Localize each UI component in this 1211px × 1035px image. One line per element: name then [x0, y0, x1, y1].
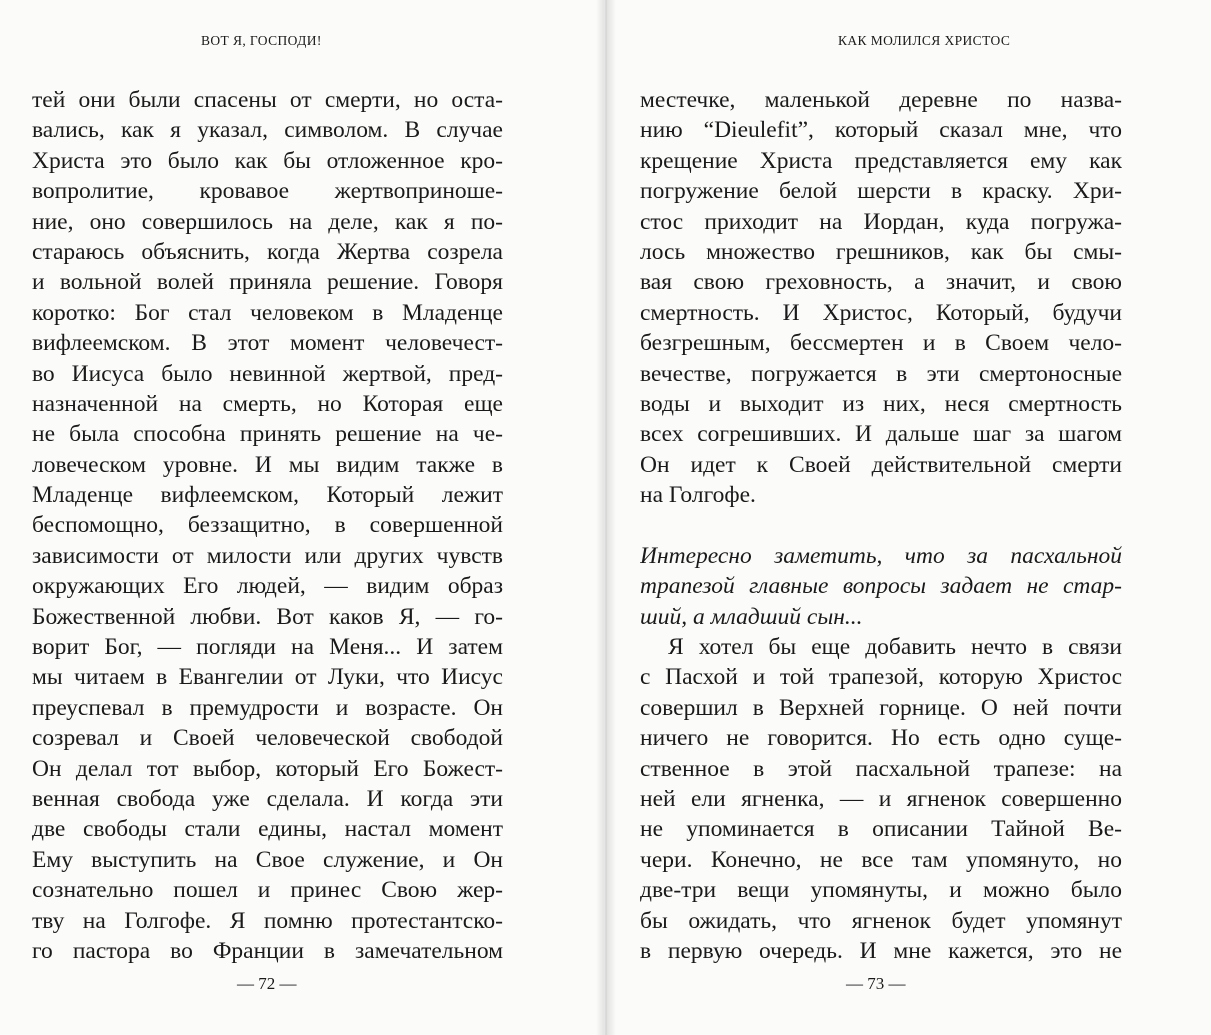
left-page: [0, 0, 604, 1035]
text-line: го пастора во Франции в замечательном: [32, 937, 503, 964]
left-page-number: — 72 —: [237, 974, 297, 993]
text-line: тву на Голгофе. Я помню протестантско-: [32, 907, 503, 934]
text-line: Младенце вифлеемском, Который лежит: [32, 482, 503, 509]
left-page-text: [32, 85, 503, 966]
text-line: не упоминается в описании Тайной Ве-: [640, 816, 1122, 843]
text-line: крещение Христа представляется ему как: [640, 147, 1122, 174]
text-line: ловеческом уровне. И мы видим также в: [32, 451, 503, 478]
text-line: местечке, маленькой деревне по назва-: [640, 87, 1122, 113]
text-line: Он делал тот выбор, который Его Божест-: [32, 755, 503, 782]
text-line: вопролитие, кровавое жертвоприноше-: [32, 178, 503, 205]
text-line: ней ели ягненка, — и ягненок совершенно: [640, 785, 1122, 812]
text-line: смертность. И Христос, Который, будучи: [640, 299, 1122, 326]
right-page-text: [640, 85, 1122, 966]
text-line: мы читаем в Евангелии от Луки, что Иисус: [32, 664, 503, 691]
question-line: ший, а младший сын...: [640, 603, 863, 630]
text-line: совершил в Верхней горнице. О ней почти: [640, 694, 1122, 721]
text-line: созревал и Своей человеческой свободой: [32, 725, 503, 752]
text-line: сознательно пошел и принес Свою жер-: [32, 877, 503, 904]
book-gutter: [596, 0, 616, 1035]
text-line: вечестве, погружается в эти смертоносные: [640, 360, 1122, 387]
text-line: чери. Конечно, не все там упомянуто, но: [640, 846, 1122, 873]
text-line: лось множество грешников, как бы смы-: [640, 238, 1122, 265]
text-line: нию “Dieulefit”, который сказал мне, что: [640, 117, 1122, 144]
text-line: вались, как я указал, символом. В случае: [32, 117, 503, 144]
text-line: безгрешным, бессмертен и в Своем чело-: [640, 330, 1122, 357]
text-line: окружающих Его людей, — видим образ: [32, 573, 503, 600]
text-line: тей они были спасены от смерти, но оста-: [32, 87, 503, 113]
text-line: не была способна принять решение на че-: [32, 421, 503, 448]
text-line: погружение белой шерсти в краску. Хри-: [640, 178, 1122, 205]
text-line: ственное в этой пасхальной трапезе: на: [640, 755, 1122, 782]
text-line: преуспевал в премудрости и возрасте. Он: [32, 694, 503, 721]
text-line: две-три вещи упомянуты, и можно было: [640, 877, 1122, 904]
text-line: вифлеемском. В этот момент человечест-: [32, 330, 503, 357]
text-line: стос приходит на Иордан, куда погружа-: [640, 208, 1122, 235]
right-running-head: КАК МОЛИЛСЯ ХРИСТОС: [838, 33, 1011, 48]
text-line: ние, оно совершилось на деле, как я по-: [32, 208, 503, 235]
text-line: на Голгофе.: [640, 482, 756, 509]
text-line: Он идет к Своей действительной смерти: [640, 451, 1122, 478]
left-running-head: ВОТ Я, ГОСПОДИ!: [201, 33, 322, 48]
text-line: зависимости от милости или других чувств: [32, 542, 503, 569]
text-line: коротко: Бог стал человеком в Младенце: [32, 299, 503, 326]
text-line: воды и выходит из них, неся смертность: [640, 390, 1122, 417]
question-line: Интересно заметить, что за пасхальной: [640, 542, 1122, 569]
text-line: всех согрешивших. И дальше шаг за шагом: [640, 421, 1122, 448]
text-line: в первую очередь. И мне кажется, это не: [640, 937, 1122, 964]
text-line: ничего не говорится. Но есть одно суще-: [640, 725, 1122, 752]
text-line: вая свою греховность, а значит, и свою: [640, 269, 1122, 296]
text-line: Я хотел бы еще добавить нечто в связи: [668, 634, 1122, 661]
text-line: старaюсь объяснить, когда Жертва созрела: [32, 238, 503, 265]
question-line: трапезой главные вопросы задает не стар-: [640, 573, 1122, 600]
paragraph-gap: [640, 510, 1122, 540]
text-line: Христа это было как бы отложенное кро-: [32, 147, 503, 174]
text-line: бы ожидать, что ягненок будет упомянут: [640, 907, 1122, 934]
text-line: ворит Бог, — погляди на Меня... И затем: [32, 634, 503, 661]
right-page: [606, 0, 1211, 1035]
text-line: Божественной любви. Вот каков Я, — го-: [32, 603, 503, 630]
right-page-number: — 73 —: [846, 974, 906, 993]
text-line: Ему выступить на Свое служение, и Он: [32, 846, 503, 873]
text-line: с Пасхой и той трапезой, которую Христос: [640, 664, 1122, 691]
text-line: венная свобода уже сделала. И когда эти: [32, 785, 503, 812]
text-line: назначенной на смерть, но Которая еще: [32, 390, 503, 417]
text-line: и вольной волей приняла решение. Говоря: [32, 269, 503, 296]
text-line: во Иисуса было невинной жертвой, пред-: [32, 360, 503, 387]
text-line: беспомощно, беззащитно, в совершенной: [32, 512, 503, 539]
text-line: две свободы стали едины, настал момент: [32, 816, 503, 843]
